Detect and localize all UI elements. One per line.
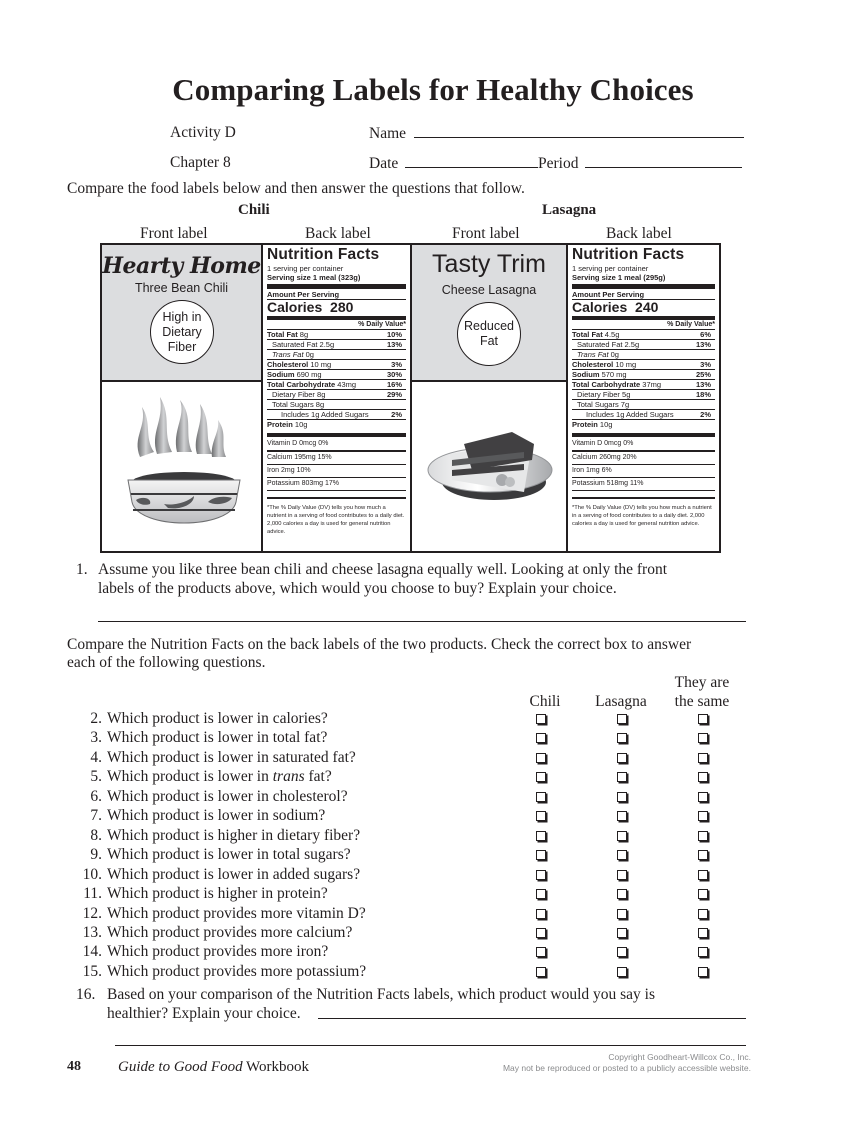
question-number: 3. — [90, 729, 102, 747]
lasagna-nutrition-facts — [568, 245, 719, 551]
nf-title: Nutrition Facts — [572, 246, 685, 263]
calories-label: Calories — [572, 299, 628, 315]
checkbox-same[interactable] — [698, 928, 708, 938]
nf-row-label: Saturated Fat 2.5g — [577, 340, 640, 349]
calories-value: 240 — [635, 299, 659, 315]
chili-brand: Hearty Home — [102, 253, 261, 279]
date-blank[interactable] — [405, 154, 538, 168]
question-16-number: 16. — [76, 986, 96, 1003]
question-number: 11. — [83, 885, 102, 903]
question-row — [0, 846, 866, 865]
nf-vitamins — [572, 438, 715, 491]
checkbox-same[interactable] — [698, 947, 708, 957]
question-row — [0, 827, 866, 846]
question-1-line2: labels of the products above, which would you choose to buy? Explain your choice. — [98, 580, 617, 597]
intro-text: Compare the food labels below and then answer the questions that follow. — [67, 180, 525, 197]
checkbox-lasagna[interactable] — [617, 772, 627, 782]
checkbox-chili[interactable] — [536, 753, 546, 763]
checkbox-chili[interactable] — [536, 850, 546, 860]
copyright-line1: Copyright Goodheart-Willcox Co., Inc. — [608, 1052, 751, 1062]
nf-row — [267, 360, 406, 370]
checkbox-same[interactable] — [698, 889, 708, 899]
question-row — [0, 885, 866, 904]
question-row — [0, 788, 866, 807]
nf-row-pct: 3% — [391, 360, 402, 369]
copyright — [503, 1052, 751, 1074]
nf-row-pct — [711, 350, 715, 359]
nf-row-pct: 13% — [386, 340, 402, 349]
nf-row-pct: 2% — [391, 410, 402, 419]
nf-serving-size: Serving size 1 meal (295g) — [572, 273, 666, 282]
nf-row-label: Total Sugars 8g — [272, 400, 325, 409]
checkbox-same[interactable] — [698, 733, 708, 743]
lasagna-heading: Lasagna — [542, 202, 597, 218]
nf-row-label: Total Sugars 7g — [577, 400, 630, 409]
nf-vitamins — [267, 438, 406, 491]
col-header-lasagna: Lasagna — [595, 693, 647, 710]
col-header-same-line2: the same — [674, 693, 730, 710]
nf-row-pct — [711, 420, 715, 429]
question-number: 13. — [82, 923, 102, 941]
nf-row — [267, 390, 406, 400]
checkbox-lasagna[interactable] — [617, 889, 627, 899]
checkbox-chili[interactable] — [536, 967, 546, 977]
nf-row-pct — [711, 400, 715, 409]
checkbox-chili[interactable] — [536, 889, 546, 899]
question-text: Which product is lower in saturated fat? — [107, 748, 356, 766]
question-number: 7. — [90, 807, 102, 825]
checkbox-chili[interactable] — [536, 947, 546, 957]
nf-row — [572, 380, 715, 390]
chili-fiber-badge: High in Dietary Fiber — [150, 300, 214, 364]
nf-row-pct — [402, 350, 406, 359]
checkbox-chili[interactable] — [536, 733, 546, 743]
checkbox-lasagna[interactable] — [617, 792, 627, 802]
question-text: Which product is lower in total sugars? — [107, 846, 351, 864]
copyright-line2: May not be reproduced or posted to a publicly accessible website. — [502, 1063, 751, 1073]
nf-footnote: *The % Daily Value (DV) tells you how much a nutrient in a serving of food contributes to a daily diet. 2,000 calories a day is used for general nutrition advice. — [572, 497, 715, 528]
question-16-line1: Based on your comparison of the Nutrition Facts labels, which product would you say is — [107, 986, 656, 1003]
question-number: 10. — [82, 865, 102, 883]
page-title: Comparing Labels for Healthy Choices — [172, 72, 694, 107]
checkbox-same[interactable] — [698, 792, 708, 802]
checkbox-lasagna[interactable] — [617, 928, 627, 938]
checkbox-same[interactable] — [698, 811, 708, 821]
question-row — [0, 905, 866, 924]
lasagna-fat-badge: Reduced Fat — [457, 302, 521, 366]
checkbox-chili[interactable] — [536, 909, 546, 919]
nf-row-pct — [402, 400, 406, 409]
nf-vitamin-row: Vitamin D 0mcg 0% — [572, 438, 715, 452]
lasagna-image-panel — [412, 382, 566, 551]
question-row — [0, 710, 866, 729]
nf-rows — [267, 330, 406, 429]
nf-row-pct — [402, 420, 406, 429]
lasagna-front-label — [412, 245, 566, 382]
question-text: Which product is lower in sodium? — [107, 807, 326, 825]
question-number: 2. — [90, 710, 102, 727]
nf-row-label: Dietary Fiber 5g — [577, 390, 631, 399]
checkbox-lasagna[interactable] — [617, 850, 627, 860]
nf-row — [267, 340, 406, 350]
nf-row — [267, 330, 406, 340]
col-header-chili: Chili — [529, 693, 561, 710]
nf-row — [267, 380, 406, 390]
nf-footnote: *The % Daily Value (DV) tells you how much a nutrient in a serving of food contributes to a daily diet. 2,000 calories a day is used for general nutrition advice. — [267, 497, 406, 536]
nf-row-label: Total Fat 8g — [267, 330, 309, 339]
checkbox-lasagna[interactable] — [617, 870, 627, 880]
question-text: Which product is higher in protein? — [107, 885, 328, 903]
checkbox-same[interactable] — [698, 772, 708, 782]
checkbox-lasagna[interactable] — [617, 714, 627, 724]
nf-vitamin-row: Potassium 803mg 17% — [267, 478, 406, 491]
nf-row-label: Trans Fat 0g — [577, 350, 619, 359]
nf-vitamin-row: Potassium 518mg 11% — [572, 478, 715, 491]
lasagna-product-name: Cheese Lasagna — [441, 283, 537, 297]
question-text: Which product provides more calcium? — [107, 923, 353, 941]
question-number: 1. — [76, 561, 88, 578]
question-row — [0, 749, 866, 768]
nf-row — [572, 410, 715, 420]
nf-calories — [267, 300, 406, 320]
nf-row — [267, 400, 406, 410]
nf-amount-per-serving: Amount Per Serving — [572, 290, 715, 300]
chapter-label: Chapter 8 — [170, 154, 231, 171]
nf-row-label: Dietary Fiber 8g — [272, 390, 326, 399]
chili-bowl-icon — [102, 382, 261, 552]
nf-row — [572, 400, 715, 410]
checkbox-lasagna[interactable] — [617, 947, 627, 957]
nf-row-label: Protein 10g — [267, 420, 308, 429]
nf-vitamin-row: Iron 1mg 6% — [572, 465, 715, 478]
nf-row-pct: 3% — [700, 360, 711, 369]
nf-row-pct: 30% — [386, 370, 402, 379]
chili-image-panel — [102, 382, 261, 551]
nf-row-pct: 25% — [695, 370, 711, 379]
question-text: Which product provides more potassium? — [107, 962, 367, 980]
nf-calories — [572, 300, 715, 320]
question-16-line2: healthier? Explain your choice. — [107, 1005, 301, 1022]
calories-label: Calories — [267, 299, 323, 315]
nf-row — [572, 350, 715, 360]
chili-back-col-heading: Back label — [305, 225, 371, 242]
answer-line-q16-b[interactable] — [115, 1045, 746, 1046]
checkbox-same[interactable] — [698, 850, 708, 860]
nf-row-label: Saturated Fat 2.5g — [272, 340, 335, 349]
question-text: Which product is lower in added sugars? — [107, 865, 361, 883]
nf-servings: 1 serving per container — [572, 264, 649, 273]
question-text: Which product is lower in total fat? — [107, 729, 328, 747]
checkbox-lasagna[interactable] — [617, 753, 627, 763]
question-text: Which product provides more iron? — [107, 943, 329, 961]
nf-row — [572, 390, 715, 400]
nf-bar — [267, 433, 406, 437]
date-field[interactable] — [369, 154, 538, 173]
answer-line-q1[interactable] — [98, 621, 746, 622]
nf-bar — [572, 433, 715, 437]
nf-vitamin-row: Iron 2mg 10% — [267, 465, 406, 478]
checkbox-chili[interactable] — [536, 928, 546, 938]
book-title-rest: Workbook — [242, 1059, 310, 1075]
nf-row-label: Total Carbohydrate 37mg — [572, 380, 662, 389]
nf-row-pct: 16% — [386, 380, 402, 389]
lasagna-back-col-heading: Back label — [606, 225, 672, 242]
nf-row — [267, 410, 406, 420]
book-title — [118, 1059, 309, 1076]
checkbox-lasagna[interactable] — [617, 909, 627, 919]
nf-row-label: Sodium 570 mg — [572, 370, 627, 379]
name-label: Name — [369, 125, 407, 142]
nf-amount-per-serving: Amount Per Serving — [267, 290, 406, 300]
nf-row-pct: 18% — [695, 390, 711, 399]
question-text: Which product is lower in calories? — [107, 710, 328, 727]
compare-intro-line2: each of the following questions. — [67, 654, 266, 671]
nf-vitamin-row: Calcium 260mg 20% — [572, 452, 715, 465]
question-number: 8. — [90, 826, 102, 844]
checkbox-chili[interactable] — [536, 714, 546, 724]
checkbox-chili[interactable] — [536, 870, 546, 880]
col-header-same-line1: They are — [674, 674, 730, 691]
question-number: 4. — [90, 748, 102, 766]
compare-intro-line1: Compare the Nutrition Facts on the back labels of the two products. Check the correct box to answer — [67, 636, 692, 653]
question-text: Which product provides more vitamin D? — [107, 904, 366, 922]
checkbox-chili[interactable] — [536, 831, 546, 841]
question-number: 12. — [82, 904, 102, 922]
checkbox-lasagna[interactable] — [617, 831, 627, 841]
question-1 — [76, 560, 88, 579]
nf-bar — [267, 284, 406, 289]
nf-row — [267, 350, 406, 360]
question-1-line1: Assume you like three bean chili and cheese lasagna equally well. Looking at only the front — [98, 561, 668, 578]
nf-row-label: Includes 1g Added Sugars — [586, 410, 674, 419]
checkbox-chili[interactable] — [536, 811, 546, 821]
period-label: Period — [538, 155, 579, 172]
nf-vitamin-row: Calcium 195mg 15% — [267, 452, 406, 465]
answer-line-q16-a[interactable] — [318, 1018, 746, 1019]
checkbox-same[interactable] — [698, 967, 708, 977]
nf-row-pct: 29% — [386, 390, 402, 399]
period-blank[interactable] — [585, 154, 742, 168]
nf-row — [572, 330, 715, 340]
nf-row — [572, 340, 715, 350]
nf-bar — [572, 284, 715, 289]
chili-front-label — [102, 245, 261, 382]
name-field[interactable] — [369, 124, 744, 143]
question-text: Which product is lower in trans fat? — [107, 768, 332, 786]
question-number: 15. — [82, 962, 102, 980]
nf-row — [572, 360, 715, 370]
activity-label: Activity D — [170, 124, 236, 141]
chili-product-name: Three Bean Chili — [134, 281, 229, 295]
nf-dv-header: % Daily Value* — [267, 320, 406, 330]
question-number: 9. — [90, 846, 102, 864]
lasagna-brand: Tasty Trim — [432, 250, 546, 278]
nf-row-pct: 6% — [700, 330, 711, 339]
chili-nutrition-facts — [263, 245, 410, 551]
nf-row-label: Protein 10g — [572, 420, 613, 429]
nf-row-label: Cholesterol 10 mg — [267, 360, 332, 369]
checkbox-same[interactable] — [698, 714, 708, 724]
lasagna-front-col-heading: Front label — [452, 225, 520, 242]
nf-servings: 1 serving per container — [267, 264, 344, 273]
nf-row — [267, 370, 406, 380]
date-label: Date — [369, 155, 399, 172]
nf-row-pct: 13% — [695, 380, 711, 389]
checkbox-same[interactable] — [698, 753, 708, 763]
book-title-italic: Guide to Good Food — [118, 1059, 243, 1075]
checkbox-same[interactable] — [698, 870, 708, 880]
checkbox-chili[interactable] — [536, 792, 546, 802]
nf-row-label: Total Carbohydrate 43mg — [267, 380, 357, 389]
nf-row-pct: 10% — [386, 330, 402, 339]
nf-row-label: Includes 1g Added Sugars — [281, 410, 369, 419]
nf-row-pct: 13% — [695, 340, 711, 349]
page-number: 48 — [67, 1059, 81, 1074]
chili-front-col-heading: Front label — [140, 225, 208, 242]
nf-row-label: Cholesterol 10 mg — [572, 360, 637, 369]
question-text: Which product is lower in cholesterol? — [107, 787, 348, 805]
name-blank[interactable] — [414, 124, 744, 138]
nf-title: Nutrition Facts — [267, 246, 380, 263]
question-number: 6. — [90, 787, 102, 805]
nf-row-label: Trans Fat 0g — [272, 350, 314, 359]
nf-dv-header: % Daily Value* — [572, 320, 715, 330]
question-row — [0, 963, 866, 982]
question-row — [0, 866, 866, 885]
nf-row-label: Sodium 690 mg — [267, 370, 322, 379]
nf-vitamin-row: Vitamin D 0mcg 0% — [267, 438, 406, 452]
period-field[interactable] — [538, 154, 742, 173]
nf-row — [267, 420, 406, 429]
nf-serving-size: Serving size 1 meal (323g) — [267, 273, 361, 282]
checkbox-lasagna[interactable] — [617, 967, 627, 977]
calories-value: 280 — [330, 299, 354, 315]
question-row — [0, 768, 866, 787]
question-number: 14. — [82, 943, 102, 961]
nf-row-label: Total Fat 4.5g — [572, 330, 620, 339]
question-row — [0, 807, 866, 826]
nf-row — [572, 420, 715, 429]
checkbox-same[interactable] — [698, 831, 708, 841]
nf-rows — [572, 330, 715, 429]
question-text: Which product is higher in dietary fiber? — [107, 826, 361, 844]
chili-heading: Chili — [238, 202, 270, 218]
checkbox-lasagna[interactable] — [617, 811, 627, 821]
question-row — [0, 729, 866, 748]
question-row — [0, 943, 866, 962]
question-number: 5. — [90, 768, 102, 786]
checkbox-chili[interactable] — [536, 772, 546, 782]
nf-row-pct: 2% — [700, 410, 711, 419]
checkbox-lasagna[interactable] — [617, 733, 627, 743]
food-labels-panel — [100, 243, 721, 553]
checkbox-same[interactable] — [698, 909, 708, 919]
nf-row — [572, 370, 715, 380]
question-row — [0, 924, 866, 943]
lasagna-plate-icon — [412, 382, 566, 552]
